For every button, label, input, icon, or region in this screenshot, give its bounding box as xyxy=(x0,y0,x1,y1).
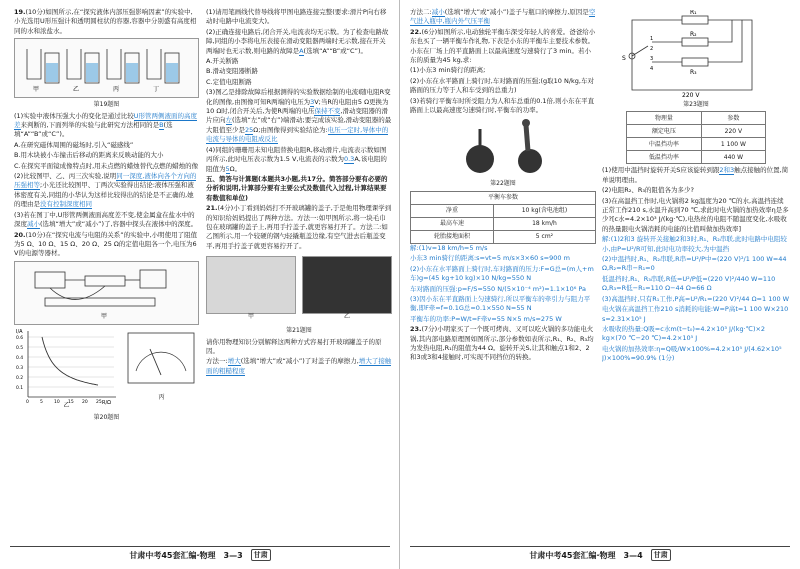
q20-ammeter xyxy=(124,327,199,405)
table-cell: 净重 xyxy=(411,204,494,217)
q19-part2: (2)比较图甲、乙、丙三次实验,说明同一深度,液体向各个方向的压强相等;小光还比较图甲、丁两次实验得出结论:液体压强和液体密度有关,同组的小华认为这样比较得出的结论是不正确的,她的理由是没有控制深度相同 xyxy=(14,172,197,209)
q23-sub2: (2)电阻R₂、R₃的阻值各为多少? xyxy=(602,186,694,195)
q23-label-r2: R₂ xyxy=(690,31,697,38)
q19-option-a: A.在研究磁体周围的磁场时,引入“磁感线” xyxy=(14,140,134,149)
left-footer xyxy=(10,546,390,563)
q22-balance-car-diagram xyxy=(410,117,596,177)
table-row xyxy=(411,204,596,217)
right-footer-page: 3—4 xyxy=(623,550,643,560)
table-row xyxy=(627,151,766,164)
q19-diagram xyxy=(15,39,198,95)
q20-option-a: A.开关断路 xyxy=(206,57,239,66)
q23-label-r1: R₁ xyxy=(690,10,697,16)
q21-photo-b xyxy=(302,256,392,320)
table-cell: 中温挡功率 xyxy=(627,138,702,151)
q19-caption: 第19题图 xyxy=(93,101,120,109)
q23-solution-2: (2)中温挡时,R₁、R₂串联,R串=U²/P中=(220 V)²/1 100 W=44 Ω,R₂=R串−R₁=0 xyxy=(602,255,787,273)
q19-fig-label-4: 丁 xyxy=(153,86,160,94)
q22-solution-5: (3)因小东在平直路面上匀速骑行,所以平衡车的牵引力与阻力平衡,即F牵=f=0.1G总=0.1×550 N=55 N xyxy=(410,294,591,313)
q23-node-2: 2 xyxy=(650,46,654,52)
q20-circuit-diagram xyxy=(15,262,198,322)
q23-solution-4: (3)高温挡时,只有R₁工作,P高=U²/R₁=(220 V)²/44 Ω=1 100 W xyxy=(602,294,790,303)
table-row xyxy=(627,125,766,138)
q20-graph-ylabel: I/A xyxy=(16,328,23,335)
q21-photo-a xyxy=(206,256,296,320)
q20-circuit-figure xyxy=(14,261,199,325)
column-4 xyxy=(602,8,790,543)
q19-fig-label-1: 甲 xyxy=(33,86,40,94)
q22-table-title: 平衡车参数 xyxy=(411,191,596,204)
q23-node-1: 1 xyxy=(650,36,654,42)
left-footer-badge: 甘肃 xyxy=(251,549,271,561)
q21-fig-label-b: 乙 xyxy=(343,312,350,320)
q20-xtick-3: 10 xyxy=(54,399,60,405)
table-cell: 440 W xyxy=(701,151,765,164)
q20-stem: 20.(10分)在“探究电流与电阻的关系”的实验中,小明使用了阻值为5 Ω、10 Ω、15 Ω、20 Ω、25 Ω的定值电阻各一个,电压为6 V的电源等器材。 xyxy=(14,230,198,258)
q23-spec-table xyxy=(626,111,766,164)
column-1 xyxy=(14,8,199,543)
q19-fig-label-2: 乙 xyxy=(73,86,80,94)
q19-option-c: C.在探究平面镜成像特点时,用未点燃的蜡烛替代点燃的蜡烛的像 xyxy=(14,161,199,170)
q23-label-s: S xyxy=(622,55,626,62)
q20-i-r-graph xyxy=(14,327,119,405)
q21-figures xyxy=(206,254,392,320)
q23-solution-5: 电火锅在高温挡工作210 s消耗的电能:W=P高t=1 100 W×210 s=2.31×10⁵ J xyxy=(602,305,789,323)
table-row xyxy=(411,217,596,230)
right-footer-badge: 甘肃 xyxy=(651,549,671,561)
q20-option-c: C.定值电阻断路 xyxy=(206,77,252,86)
q20-xtick-4: 15 xyxy=(68,399,74,405)
q20-fig-label-a: 甲 xyxy=(101,312,108,320)
table-cell: 1 100 W xyxy=(701,138,765,151)
q23-label-voltage: 220 V xyxy=(682,92,700,98)
table-header: 参数 xyxy=(701,112,765,125)
q22-sub2: (2)小东在水平路面上骑行时,车对路面的压强;(g取10 N/kg,车对路面的压力等于人和车受到的总重力) xyxy=(410,76,594,95)
q23-solution-3: 低温挡时,R₁、R₃串联,R低=U²/P低=(220 V)²/440 W=110 Ω,R₃=R低−R₁=110 Ω−44 Ω=66 Ω xyxy=(602,274,776,293)
q23-label-r3: R₃ xyxy=(690,69,697,76)
column-3 xyxy=(410,8,596,543)
left-footer-page: 3—3 xyxy=(223,550,243,560)
table-row xyxy=(627,112,766,125)
q21-stem: 21.(4分)小丁看到妈妈打不开玻璃罐的盖子,于是他用物理课学到的知识给妈妈提出了两种方法。方法一:如甲图所示,将一块毛巾包在玻璃罐的盖子上,再用手拧盖子,就更容易打开了。方法二:如乙图所示,用一个较硬的钢勺轻撬瓶盖边缘,有空气进去后瓶盖变平,再用手拧盖子就更容易拧开了。 xyxy=(206,204,392,250)
section-5-heading: 五、简答与计算题(本题共3小题,共17分。简答部分要有必要的分析和说明,计算部分要有主要公式及数值代入过程,计算结果要有数值和单位) xyxy=(206,174,388,202)
table-cell: 18 km/h xyxy=(493,217,595,230)
q20-ytick-2: 0.5 xyxy=(16,345,24,351)
q23-marks: (1分) xyxy=(658,354,675,363)
q20-xtick-6: 25 xyxy=(96,399,102,405)
q23-caption: 第23题图 xyxy=(683,101,709,108)
table-cell: 5 cm² xyxy=(493,230,595,243)
q20-graph xyxy=(14,327,119,410)
q20-curve xyxy=(42,337,98,385)
table-row xyxy=(411,230,596,243)
q23-solution-1: 解:(1)2和3 旋转开关接触2和3时,R₁、R₂串联,此时电路中电阻较小,由P=U²/R可知,此时电功率较大,为中温挡 xyxy=(602,235,787,253)
table-cell: 最高车速 xyxy=(411,217,494,230)
q22-figure xyxy=(410,117,596,177)
q23-circuit-diagram xyxy=(602,10,790,98)
table-cell: 额定电压 xyxy=(627,125,702,138)
q22-solution-1: 解:(1)v=18 km/h=5 m/s xyxy=(410,243,488,252)
q20-xtick-2: 5 xyxy=(40,399,43,405)
q20-graph-xlabel: R/Ω xyxy=(102,399,111,405)
q20-part3: (3)图乙是排除故障后根据测得的实验数据绘制的电流I随电阻R变化的图像,由图像可知R两端的电压为3V;当R的电阻由5 Ω更换为10 Ω时,闭合开关后,为使R两端的电压保持不变,滑动变阻器的滑片应向左(选填“左”或“右”)端滑动;要完成该实验,滑动变阻器的最大阻值至少是25Ω;由图像得到实验结论为:电压一定时,导体中的电流与导体的电阻成反比 xyxy=(206,88,392,144)
q20-graph-row xyxy=(14,327,199,410)
table-row xyxy=(411,191,596,204)
q21-question: 请你用物理知识分别解释这两种方式容易打开玻璃罐盖子的原因。 xyxy=(206,337,382,355)
q23-node-4: 4 xyxy=(650,66,654,72)
q20-part2: (2)正确连接电路后,闭合开关,电流表均无示数。为了检查电路故障,同组的小李将电压表接在滑动变阻器两端时无示数,接在开关两端时也无示数,则电路的故障是A(选填“A”“B”或“C”)。 xyxy=(206,27,389,55)
table-header: 物理量 xyxy=(627,112,702,125)
table-cell: 10 kg(含电池组) xyxy=(493,204,595,217)
q22-sub1: (1)小东3 min骑行的距离; xyxy=(410,66,486,75)
q20-xtick-5: 20 xyxy=(82,399,88,405)
q20-part4: (4)同组的珊珊用未知电阻替换电阻R,移动滑片,电流表示数如图丙所示,此时电压表示数为1.5 V,电流表的示数为0.3A,该电阻的阻值为5Ω。 xyxy=(206,145,387,173)
q20-xtick-1: 0 xyxy=(26,399,29,405)
q20-option-b: B.滑动变阻器断路 xyxy=(206,67,259,76)
q23-sub1: (1)使用中温挡时旋转开关S应该旋转到跟2和3触点接触的位置,简单说明理由。 xyxy=(602,166,789,184)
q20-ytick-6: 0.1 xyxy=(16,385,24,391)
right-footer xyxy=(410,546,790,563)
q19-fig-label-3: 丙 xyxy=(113,86,120,94)
q20-ytick-5: 0.2 xyxy=(16,375,24,381)
right-footer-title: 甘肃中考45套汇编·物理 xyxy=(529,550,616,560)
table-row xyxy=(627,138,766,151)
q21-fig-label-a: 甲 xyxy=(247,312,254,320)
q20-ytick-4: 0.3 xyxy=(16,365,24,371)
q22-solution-2: 小东3 min骑行的距离:s=vt=5 m/s×3×60 s=900 m xyxy=(410,254,570,263)
q21-method2: 方法二:减小(选填“增大”或“减小”)盖子与瓶口的摩擦力,原因是空气进入瓶中,瓶内外气压平衡 xyxy=(410,8,596,26)
q20-ytick-3: 0.4 xyxy=(16,355,24,361)
q22-solution-6: 平衡车的功率:P=W/t=F牵v=55 N×5 m/s=275 W xyxy=(410,314,562,323)
q23-solution-7: 电火锅的加热效率:η=Q吸/W×100%=4.2×10⁵ J/(4.62×10⁵ J)×100%≈90.9% (1分) xyxy=(602,344,782,363)
q22-sub3: (3)若骑行平衡车时所受阻力为人和车总重的0.1倍,则小东在平直路面上以最高速度匀速骑行时,平衡车的功率。 xyxy=(410,96,595,115)
q20-part1: (1)请用笔画线代替导线将甲图电路连接完整(要求:滑片P向右移动时电路中电流变大)。 xyxy=(206,8,387,26)
table-cell: 低温挡功率 xyxy=(627,151,702,164)
q22-solution-3: (2)小东在水平路面上骑行时,车对路面的压力:F=G总=(m人+m车)g=(45 kg+10 kg)×10 N/kg=550 N xyxy=(410,264,594,283)
q23-node-3: 3 xyxy=(650,56,654,62)
q21-method1: 方法一:增大(选填“增大”或“减小”)了对盖子的摩擦力,增大了接触面的粗糙程度 xyxy=(206,357,392,375)
q20-fig-label-b: 乙 xyxy=(63,402,70,410)
q22-spec-table xyxy=(410,191,596,244)
q23-stem: 23.(7分)小明家买了一个既可烤肉、又可以吃火锅的多功能电火锅,其内部电路原理图如图所示,部分参数如表所示,R₁、R₂、R₃均为发热电阻,R₁的阻值为44 Ω。旋转开关S,让其和触点1和2、2和3或3和4接触时,可实现不同挡位的转换。 xyxy=(410,325,594,362)
q20-fig-label-c: 丙 xyxy=(158,394,165,402)
q20-ytick-1: 0.6 xyxy=(16,335,24,341)
q19-part1: (1)实验中液体压强大小的变化是通过比较U形管两侧液面的高度差来判断的,下面列举的实验与此研究方法相同的是B(选填“A”“B”或“C”)。 xyxy=(14,111,197,139)
q19-figure xyxy=(14,38,199,98)
q23-circuit-figure xyxy=(602,10,790,98)
q19-part3: (3)若在图丁中,U形管两侧液面高度差不变,使金属盒在盐水中的深度减小(选填“增大”或“减小”)了,容器中探头在液体中的深度。 xyxy=(14,210,198,229)
q23-sub3: (3)在高温挡工作时,电火锅将2 kg温度为20 ℃的水,高温挡连续正常工作210 s,水温升高到70 ℃,求此时电火锅的加热效率η是多少?[c水=4.2×10³ J/(kg·℃),电热丝的电阻不随温度变化,水吸收的热量跟电火锅消耗的电能的比值叫做加热效率] xyxy=(602,196,789,233)
q22-caption: 第22题图 xyxy=(490,180,516,188)
table-cell: 轮胎接地面积 xyxy=(411,230,494,243)
q19-option-b: B.用木块被小车撞击后移动的距离来反映动能的大小 xyxy=(14,151,164,160)
q19-stem: 19.(10分)如图所示,在“探究液体内部压强影响因素”的实验中,小光选用U形压强计和透明圆柱状的容器,容器中分别盛有高度相同的水和浓盐水。 xyxy=(14,8,197,35)
q21-caption: 第21题图 xyxy=(286,327,312,335)
q20-caption: 第20题图 xyxy=(93,413,120,421)
q20-ammeter-dial xyxy=(124,327,199,397)
q23-solution-6: 水吸收的热量:Q吸=c水m(t−t₀)=4.2×10³ J/(kg·℃)×2 kg×(70 ℃−20 ℃)=4.2×10⁵ J xyxy=(602,324,766,343)
table-cell: 220 V xyxy=(701,125,765,138)
q22-stem: 22.(6分)如图所示,电动独轮平衡车深受年轻人的喜爱。爸爸给小东也买了一辆平衡车作礼物,下表是小东的平衡车主要技术参数。小东在厂场上的平直路面上以最高速度匀速骑行了3 min。若小东的质量为45 kg,求: xyxy=(410,27,596,65)
q22-solution-4: 车对路面的压强:p=F/S=550 N/(5×10⁻⁴ m²)=1.1×10⁶ Pa xyxy=(410,284,587,293)
left-footer-title: 甘肃中考45套汇编·物理 xyxy=(129,550,216,560)
column-2 xyxy=(206,8,392,543)
